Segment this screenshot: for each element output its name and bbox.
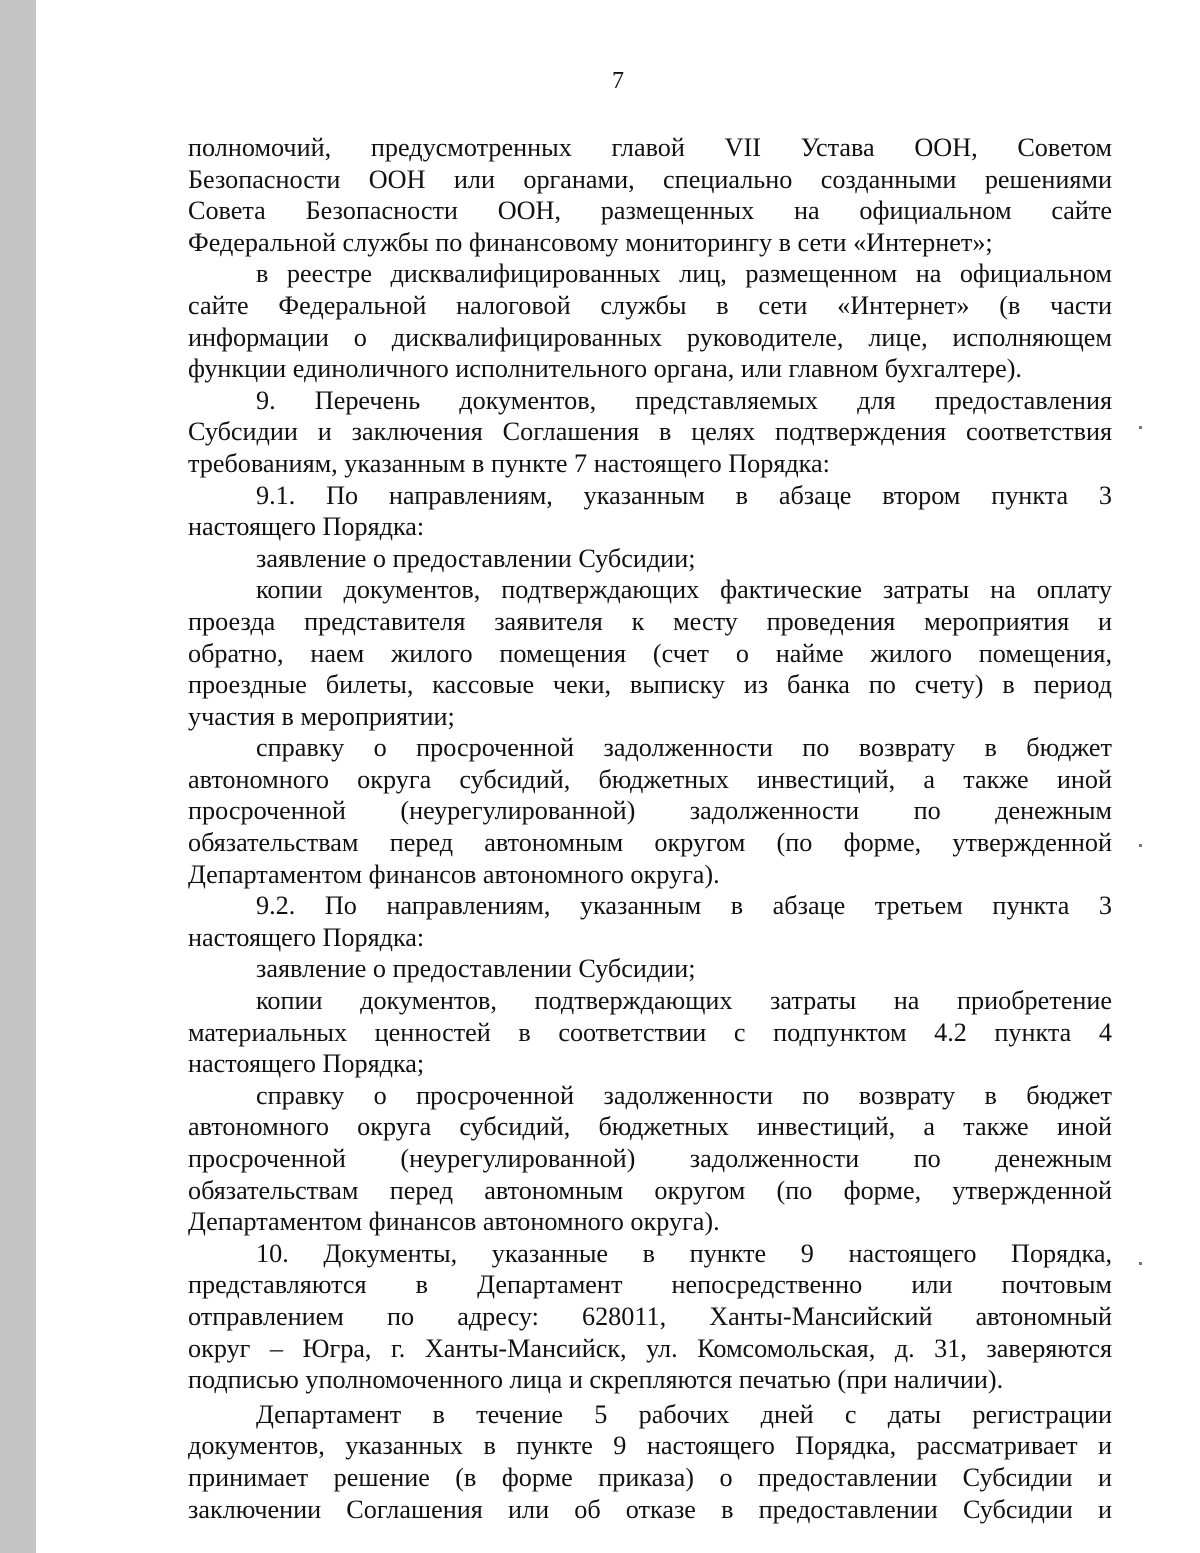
text-line: отправлением по адресу: 628011, Ханты-Мансийский автономный	[188, 1301, 1112, 1331]
scan-speck	[1139, 426, 1142, 429]
text-line: 10. Документы, указанные в пункте 9 настоящего Порядка,	[256, 1238, 1112, 1268]
text-line: копии документов, подтверждающих фактические затраты на оплату	[256, 575, 1112, 605]
text-line: документов, указанных в пункте 9 настоящего Порядка, рассматривает и	[188, 1431, 1112, 1461]
text-line: заявление о предоставлении Субсидии;	[256, 954, 696, 984]
text-line: просроченной (неурегулированной) задолженности по денежным	[188, 796, 1112, 826]
text-line: обратно, наем жилого помещения (счет о найме жилого помещения,	[188, 638, 1112, 668]
text-line: настоящего Порядка:	[188, 922, 425, 952]
text-line: принимает решение (в форме приказа) о предоставлении Субсидии и	[188, 1462, 1112, 1492]
document-body	[188, 132, 1112, 1525]
paragraph-debt-certificate-1	[188, 732, 1112, 890]
text-line: автономного округа субсидий, бюджетных инвестиций, а также иной	[188, 764, 1112, 794]
text-line: справку о просроченной задолженности по возврату в бюджет	[256, 733, 1112, 763]
text-line: информации о дисквалифицированных руководителе, лице, исполняющем	[188, 322, 1112, 352]
text-line: Безопасности ООН или органами, специально созданными решениями	[188, 164, 1112, 194]
text-line: требованиям, указанным в пункте 7 настоящего Порядка:	[188, 448, 830, 478]
scan-speck	[1139, 1262, 1142, 1265]
text-line: обязательствам перед автономным округом (по форме, утвержденной	[188, 828, 1112, 858]
text-line: подписью уполномоченного лица и скрепляются печатью (при наличии).	[188, 1365, 1004, 1395]
text-line: Совета Безопасности ООН, размещенных на официальном сайте	[188, 196, 1112, 226]
paragraph-material-costs	[188, 985, 1112, 1080]
text-line: полномочий, предусмотренных главой VII Устава ООН, Советом	[188, 133, 1112, 162]
text-line: участия в мероприятии;	[188, 701, 455, 731]
text-line: настоящего Порядка;	[188, 1049, 425, 1079]
text-line: Федеральной службы по финансовому мониторингу в сети «Интернет»;	[188, 227, 993, 257]
text-line: 9.2. По направлениям, указанным в абзаце третьем пункта 3	[256, 891, 1112, 921]
text-line: просроченной (неурегулированной) задолженности по денежным	[188, 1144, 1112, 1173]
paragraph-item-10	[188, 1238, 1112, 1396]
paragraph-item-9-1	[188, 480, 1112, 543]
text-line: в реестре дисквалифицированных лиц, размещенном на официальном	[256, 259, 1112, 289]
text-line: округ – Югра, г. Ханты-Мансийск, ул. Комсомольская, д. 31, заверяются	[188, 1333, 1112, 1363]
paragraph-item-9-2	[188, 890, 1112, 953]
text-line: заявление о предоставлении Субсидии;	[256, 543, 696, 573]
text-line: копии документов, подтверждающих затраты на приобретение	[256, 986, 1112, 1016]
text-line: Департаментом финансов автономного округа).	[188, 859, 720, 889]
page-number: 7	[612, 68, 624, 94]
text-line: проезда представителя заявителя к месту проведения мероприятия и	[188, 606, 1112, 636]
paragraph-debt-certificate-2	[188, 1080, 1112, 1238]
paragraph-sanctions-list-end	[188, 132, 1112, 258]
paragraph-department-review	[188, 1399, 1112, 1525]
scan-speck	[1139, 844, 1142, 847]
text-line: Департамент в течение 5 рабочих дней с даты регистрации	[256, 1399, 1112, 1429]
paragraph-disqualified-registry	[188, 258, 1112, 384]
text-line: обязательствам перед автономным округом (по форме, утвержденной	[188, 1175, 1112, 1205]
text-line: представляются в Департамент непосредственно или почтовым	[188, 1270, 1112, 1300]
text-line: настоящего Порядка:	[188, 512, 425, 542]
paragraph-application-2	[188, 953, 1112, 985]
text-line: сайте Федеральной налоговой службы в сети «Интернет» (в части	[188, 290, 1112, 320]
text-line: 9. Перечень документов, представляемых для предоставления	[256, 385, 1112, 415]
paragraph-travel-documents	[188, 574, 1112, 732]
paragraph-item-9	[188, 385, 1112, 480]
scan-left-margin	[0, 0, 36, 1553]
text-line: Субсидии и заключения Соглашения в целях подтверждения соответствия	[188, 417, 1112, 447]
text-line: Департаментом финансов автономного округа).	[188, 1207, 720, 1237]
paragraph-application-1	[188, 543, 1112, 575]
text-line: автономного округа субсидий, бюджетных инвестиций, а также иной	[188, 1112, 1112, 1142]
text-line: материальных ценностей в соответствии с подпунктом 4.2 пункта 4	[188, 1017, 1112, 1047]
text-line: 9.1. По направлениям, указанным в абзаце втором пункта 3	[256, 480, 1112, 510]
text-line: функции единоличного исполнительного органа, или главном бухгалтере).	[188, 354, 1022, 384]
text-line: справку о просроченной задолженности по возврату в бюджет	[256, 1080, 1112, 1110]
document-page	[36, 0, 1200, 1553]
text-line: проездные билеты, кассовые чеки, выписку из банка по счету) в период	[188, 670, 1112, 700]
text-line: заключении Соглашения или об отказе в предоставлении Субсидии и	[188, 1494, 1112, 1524]
